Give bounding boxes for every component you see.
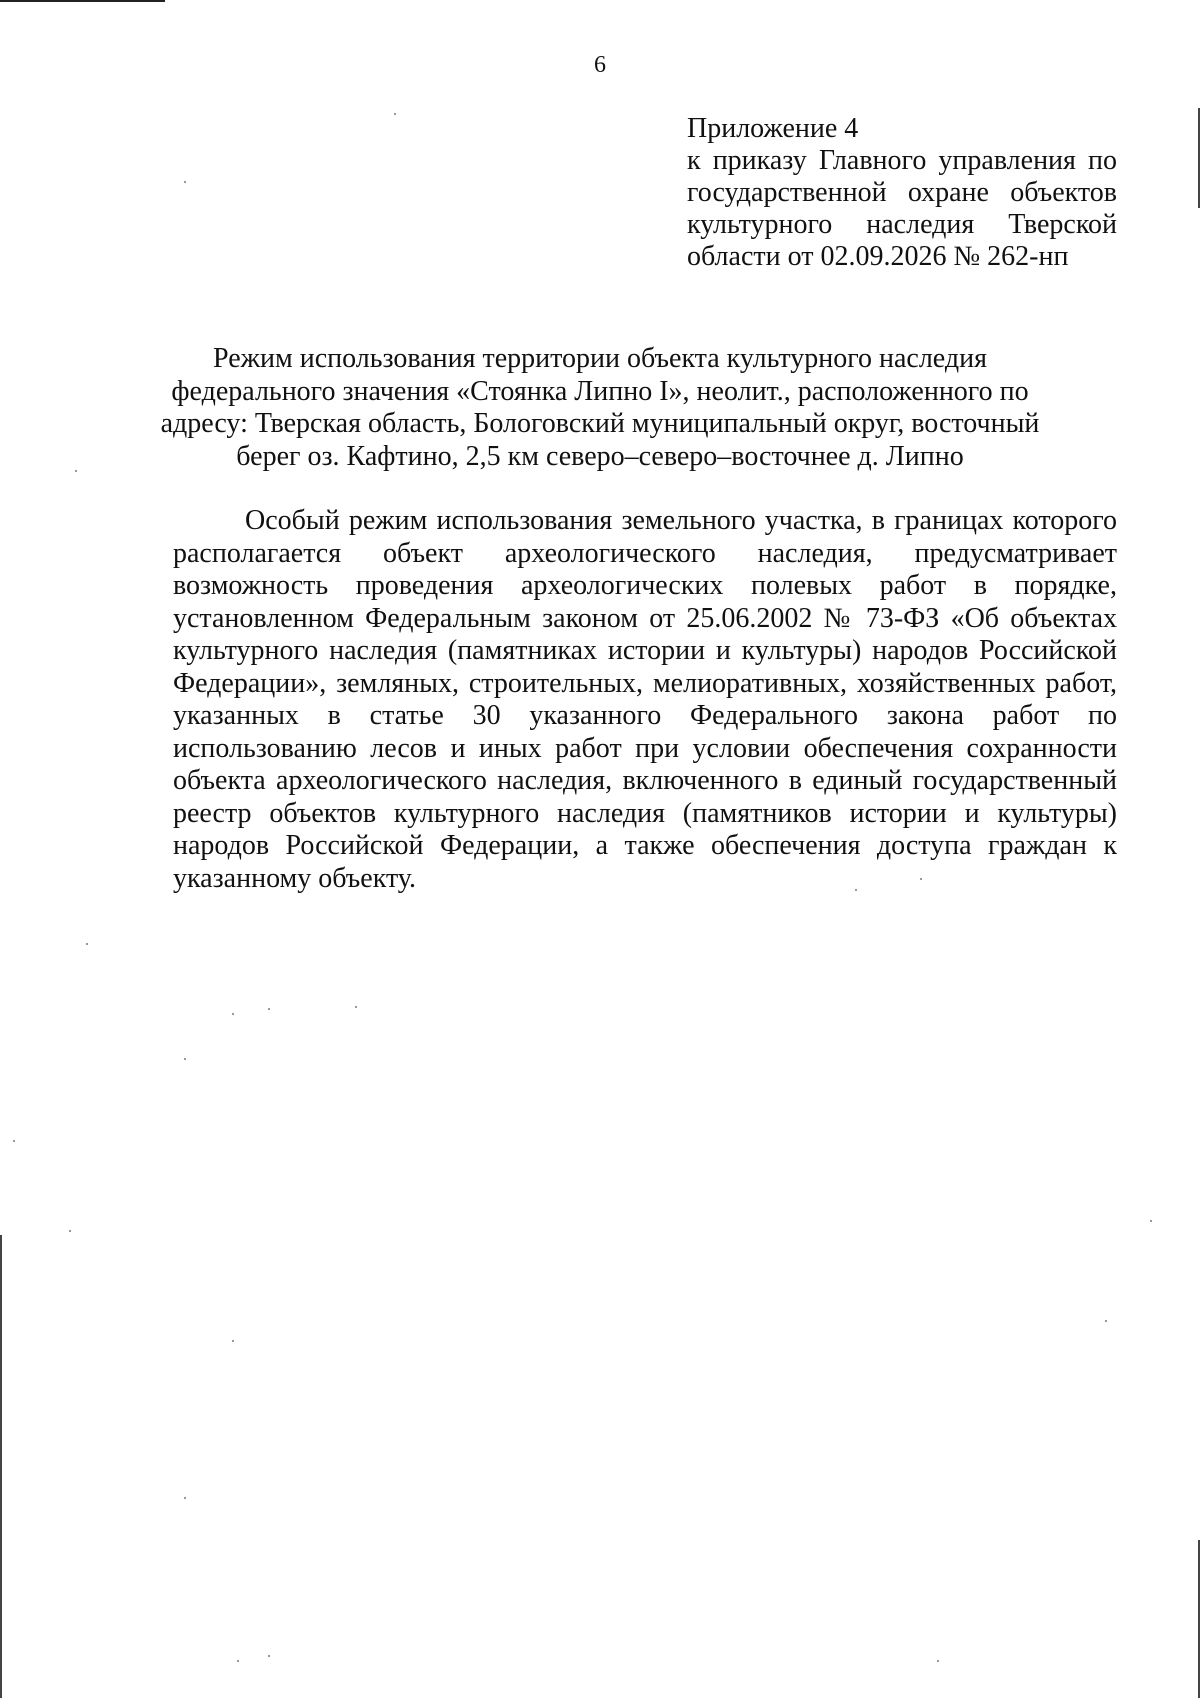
body-line: установленном Федеральным законом от 25.06.2002 № 73-ФЗ «Об объектах [173, 602, 1117, 634]
appendix-header [687, 113, 1117, 273]
body-line: указанному объекту. [173, 862, 417, 894]
scan-speck [184, 181, 186, 183]
appendix-line: государственной охране объектов [687, 177, 1117, 208]
scan-speck [1105, 1320, 1107, 1322]
scan-speck [69, 1230, 71, 1232]
scan-speck [184, 1497, 186, 1499]
scan-speck [232, 1013, 234, 1015]
scan-speck [268, 1008, 270, 1010]
scan-speck [937, 1660, 939, 1662]
appendix-line: к приказу Главного управления по [687, 145, 1117, 176]
title-line: федерального значения «Стоянка Липно I», неолит., расположенного по [171, 375, 1029, 407]
body-line: указанных в статье 30 указанного Федерального закона работ по [173, 700, 1117, 731]
document-title [150, 343, 1050, 473]
scan-speck [268, 1655, 270, 1657]
scan-speck [86, 943, 88, 945]
body-line: возможность проведения археологических полевых работ в порядке, [173, 570, 1117, 601]
body-line: реестр объектов культурного наследия (памятников истории и культуры) [173, 797, 1117, 829]
appendix-line: культурного наследия Тверской [687, 209, 1117, 240]
scan-speck [1150, 1220, 1152, 1222]
body-line: Особый режим использования земельного участка, в границах которого [245, 505, 1117, 536]
title-line: адресу: Тверская область, Бологовский муниципальный округ, восточный [160, 408, 1040, 439]
body-line: культурного наследия (памятниках истории и культуры) народов Российской [173, 635, 1117, 666]
scan-edge-left [0, 1235, 2, 1698]
body-line: использованию лесов и иных работ при условии обеспечения сохранности [173, 732, 1117, 764]
scan-speck [232, 1340, 234, 1342]
body-line: народов Российской Федерации, а также обеспечения доступа граждан к [173, 830, 1117, 861]
scan-edge-top [0, 0, 165, 2]
scan-speck [13, 1140, 15, 1142]
appendix-line: области от 02.09.2026 № 262-нп [687, 241, 1069, 272]
body-line: располагается объект археологического наследия, предусматривает [173, 537, 1117, 569]
body-paragraph [173, 505, 1117, 895]
scan-speck [355, 1006, 357, 1008]
body-line: Федерации», земляных, строительных, мелиоративных, хозяйственных работ, [173, 667, 1117, 699]
scan-speck [394, 113, 396, 115]
scan-speck [237, 1660, 239, 1662]
appendix-line: Приложение 4 [687, 113, 859, 144]
body-line: объекта археологического наследия, включенного в единый государственный [173, 765, 1117, 796]
scan-speck [184, 1058, 186, 1060]
scan-speck [75, 470, 77, 472]
title-line: берег оз. Кафтино, 2,5 км северо–северо–восточнее д. Липно [236, 440, 964, 472]
page-number: 6 [594, 52, 606, 78]
title-line: Режим использования территории объекта культурного наследия [213, 343, 987, 374]
